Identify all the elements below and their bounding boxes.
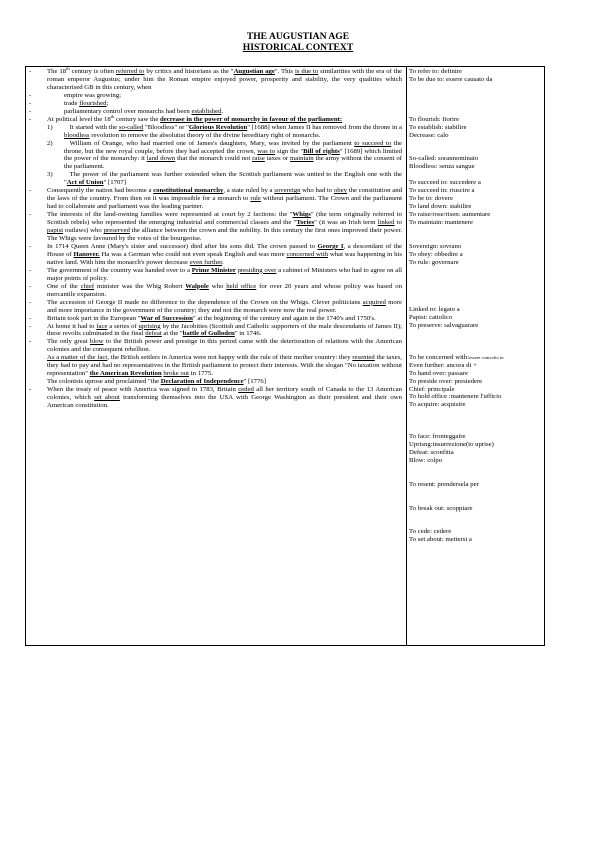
paragraph-treaty-of-peace: - When the treaty of peace with America was signed in 1783, Britain ceded all her territory south of Canada to the 13 American colonies, which set about transforming themselves into the USA with George Washington as their president and their own American constitution. [29, 386, 402, 410]
glossary-entry: To maintain: mantenere [409, 218, 474, 226]
paragraph-declaration: The colonists uprose and proclaimed "the Declaration of Independence" [1776] [47, 378, 267, 386]
glossary-entry: To succeed in: riuscire a [409, 187, 475, 195]
glossary-entry: To break out: scoppiare [409, 504, 473, 512]
glossary-entry: To resent: prendersela per [409, 480, 479, 488]
glossary-entry: Sovereign: sovrano [409, 242, 462, 250]
paragraph-american-revolution: As a matter of the fact, the British settlers in America were not happy with the rule of their mother country: they resented the taxes, they had to pay and had no representatives in the British parliament to protect their interests. With the slogan "No taxation without representation" the American Revolution broke out in 1775. [47, 354, 402, 378]
paragraph-american-colonies: - The only great blow to the British power and prestige in this period came with the deterioration of relations with the American colonies and the consequent rebellion. [29, 338, 402, 354]
paragraph-jacobites: - At home it had to face a series of uprising by the Jacobities (Scottish and Catholic supporters of the male descendants of James II); these revolts culminated in the final defeat at the "battle of Gulloden" in 1746. [29, 323, 402, 339]
list-item: - trade flourished; [29, 100, 402, 108]
glossary-column [409, 68, 543, 544]
glossary-entry: Defeat: sconfitta [409, 449, 454, 456]
paragraph-constitutional-monarchy: - Consequently the nation had become a constitutional monarchy, a state ruled by a sovereign who had to obey the constitution and the laws of the country. From then on it was impossible for a monarch to rule without parliament. The Crown and the parliament had to collaborate and parliament was the leading partner. [29, 187, 402, 211]
numbered-item-2: 2) William of Orange, who had married one of James's daughters, Mary, was invited by the parliament to succeed to the throne, but the new royal couple, before they had accepted the crown, was to sign the "Bill of rights" [1689] which limited the power of the monarchy: it land down that the monarch could not raise taxes or maintain the army without the consent of the parliament. [47, 139, 403, 171]
glossary-entry: To preside over: presiedere [409, 377, 483, 385]
column-divider [406, 66, 407, 646]
glossary-entry: To succeed to: succedere a [409, 179, 481, 187]
glossary-entry: To flourish: fiorire [409, 115, 460, 123]
paragraph-whigs-tories: - The interests of the land-owning families were represented at court by 2 factions: the "Whigs" (the term originally referred to Scottish rebels) who represented the emerging industrial and commercial classes and the "Tories" (it was an Irish term linked to papist outlaws) who preserved the alliance between the crown and the nobility. In this century the first ones improved their power. The Whigs were favoured by the votes of the bourgeoise. [29, 211, 402, 243]
numbered-item-3: 3) The power of the parliament was further extended when the Scottish parliament was united to the English one with the "Act of Union" [1707] [47, 171, 402, 187]
glossary-entry: Uprisng:insurrezione(to uprise) [409, 441, 494, 449]
glossary-entry: To be concerned with:essere coinvolto in [409, 353, 504, 361]
list-item: - parliamentary control over monarchs had been established. [29, 108, 402, 116]
page-subtitle: HISTORICAL CONTEXT [242, 42, 354, 53]
paragraph-george-i: - In 1714 Queen Anne (Mary's sister and successor) died after his sons did. The crown passed to George I, a descendant of the House of Hanover. Ha was a German who could not even speak English and was more concerned with what was happening in his native land. With him the monarch's power decrease even further. [29, 243, 402, 267]
glossary-entry: So-called: sorannominato [409, 155, 479, 163]
glossary-entry: Even further: ancora di + [409, 361, 477, 369]
glossary-entry: To set about: mettersi a [409, 536, 472, 544]
paragraph-augustian-age: - The 18th century is often referred to by critics and historians as the "Augustian age". This is due to similarities with the era of the roman emperor Augustus; under him the Roman empire enjoyed power, prosperity and stability, the very qualities which characterised GB in this century, when [29, 68, 402, 92]
paragraph-george-ii: - The accession of George II made no difference to the dependence of the Crown on the Whigs. Clever politicians acquired more and more importance in the government of the country; they and not the monarch were now the real power. [29, 299, 402, 315]
glossary-entry: To refer to: definire [409, 68, 462, 75]
glossary-entry: To be due to: essere causato da [409, 75, 493, 83]
page-title: THE AUGUSTIAN AGE [246, 31, 350, 42]
glossary-entry: Chief: principale [409, 385, 455, 393]
glossary-entry: To rule: governare [409, 258, 459, 266]
list-item: - empire was growing; [29, 92, 402, 100]
glossary-entry: To hand over: passare [409, 369, 468, 377]
glossary-entry: To obey: obbedire a [409, 250, 463, 258]
glossary-entry: To hold office :mantenere l'ufficio [409, 393, 502, 401]
glossary-entry: Decrease: calo [409, 131, 449, 139]
glossary-entry: To cede: cedere [409, 528, 452, 536]
numbered-item-1: 1) It started with the so-called "Bloodless" or "Glorious Revolution" [1688] when James II has removed from the throne in a bloodless revolution to remove the absolutist theory of the divine hereditary right of monarchs. [47, 123, 402, 139]
paragraph-political-level: - At political level the 18th century saw the decrease in the power of monarchy in favour of the parliament: [29, 116, 402, 124]
glossary-entry: Blow: colpo [409, 456, 443, 464]
paragraph-walpole: - One of the chief minister was the Whig Robert Walpole who held office for over 20 years and whose policy was based on mercantile expansion. [29, 283, 402, 299]
glossary-entry: To face: fronteggaire [409, 433, 466, 441]
glossary-entry: To be to: dovere [409, 195, 453, 202]
text-column [29, 65, 403, 410]
glossary-entry: To preserve: salvaguarare [409, 322, 479, 329]
glossary-entry: To raise/rose/risen: aumentare [409, 210, 491, 218]
glossary-entry: To establish: stabilire [409, 123, 467, 131]
paragraph-war-of-succession: - Britain took part in the European "War of Succession" at the beginning of the century and again in the 1740's and 1750's. [29, 315, 402, 323]
glossary-entry: Bloodless: senza sangue [409, 163, 475, 171]
glossary-entry: Linked to: legato a [409, 306, 460, 314]
glossary-entry: To land down: stabilire [409, 202, 472, 210]
glossary-entry: To acquire: acquisire [409, 401, 466, 409]
paragraph-prime-minister: - The government of the country was handed over to a Prime Minister presiding over a cabinet of Ministers who had to agree on all major points of policy. [29, 267, 402, 283]
glossary-entry: Papist: cattolico [409, 314, 453, 322]
